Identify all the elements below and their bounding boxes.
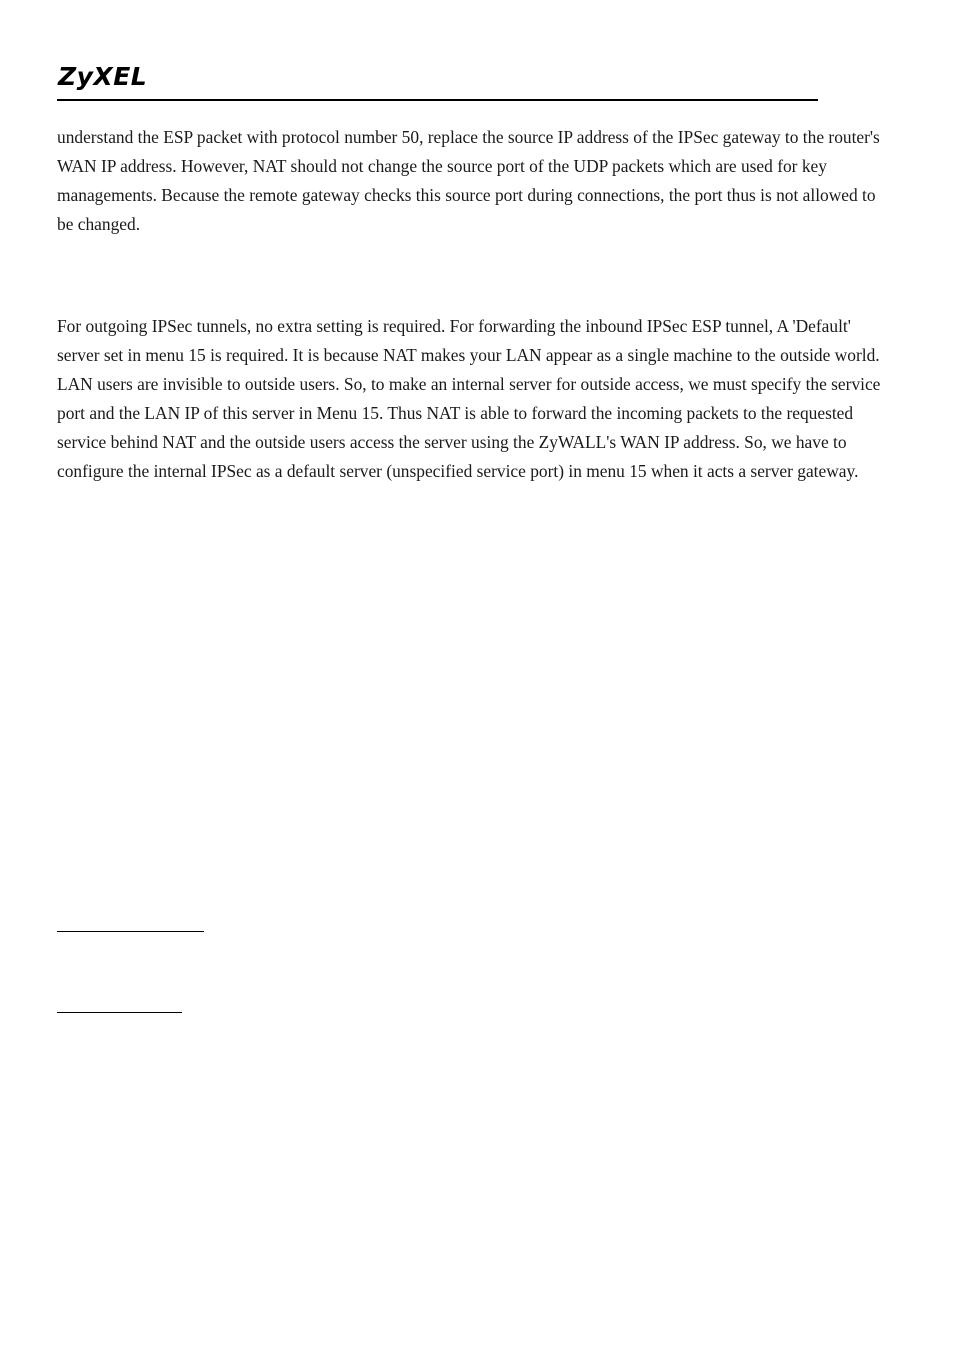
body-paragraph-nat-esp: understand the ESP packet with protocol number 50, replace the source IP address of the IPSec gateway to the router's WAN IP address. However, NAT should not change the source port of the UDP packets which are used for key managements. Because the remote gateway checks this source port during connections, the port thus is not allowed to be changed. xyxy=(57,127,880,234)
body-paragraph-default-server: For outgoing IPSec tunnels, no extra setting is required. For forwarding the inbound IPSec ESP tunnel, A 'Default' server set in menu 15 is required. It is because NAT makes your LAN appear as a single machine to the outside world. LAN users are invisible to outside users. So, to make an internal server for outside access, we must specify the service port and the LAN IP of this server in Menu 15. Thus NAT is able to forward the incoming packets to the requested service behind NAT and the outside users access the server using the ZyWALL's WAN IP address. So, we have to configure the internal IPSec as a default server (unspecified service port) in menu 15 when it acts a server gateway. xyxy=(57,316,881,481)
footnote-divider-secondary xyxy=(57,1012,182,1013)
header-divider xyxy=(57,99,818,101)
zyxel-logo: ZyXEL xyxy=(58,62,148,91)
footnote-divider xyxy=(57,931,204,932)
